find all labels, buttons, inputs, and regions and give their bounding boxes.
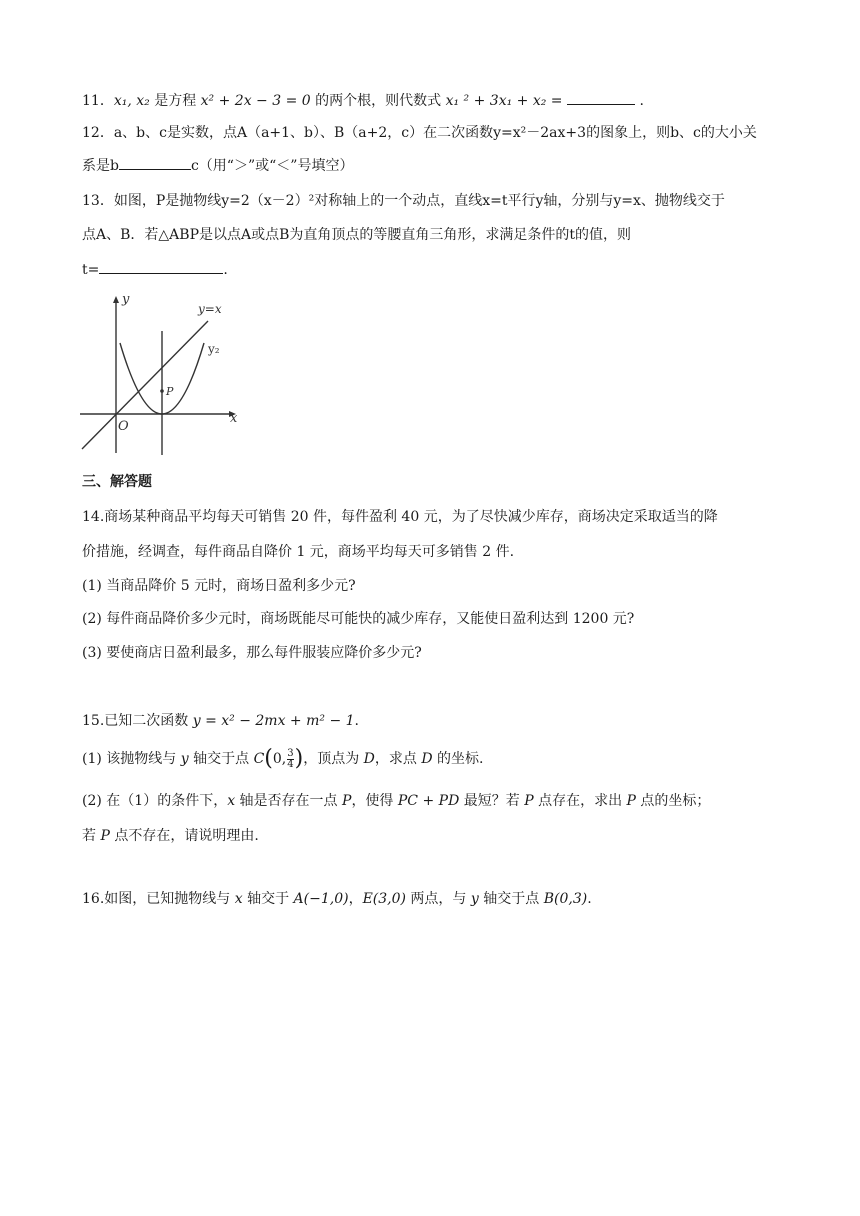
parabola-graph xyxy=(80,287,250,457)
question-14-line-1: 14.商场某种商品平均每天可销售 20 件，每件盈利 40 元，为了尽快减少库存，商场决定采取适当的降 xyxy=(82,509,718,525)
q15-p1-C: C xyxy=(253,751,265,767)
q15-p2-b: 轴是否存在一点 xyxy=(235,793,343,809)
q15-p1-D: D xyxy=(363,751,375,767)
label-p: P xyxy=(166,385,174,398)
label-line: y=x xyxy=(198,302,222,316)
point-p xyxy=(160,389,164,393)
q16-A: A(−1,0) xyxy=(293,891,349,907)
q16-y: y xyxy=(470,891,479,907)
q15-zero: 0, xyxy=(272,751,287,767)
q16-e: 轴交于点 xyxy=(478,891,544,907)
q15-intro-b: . xyxy=(354,713,359,729)
q12-answer-blank[interactable] xyxy=(119,155,191,170)
q15-p2-f: 点的坐标； xyxy=(635,793,711,809)
label-curve: y₂ xyxy=(208,342,220,356)
question-14-part-1: (1) 当商品降价 5 元时，商场日盈利多少元? xyxy=(82,578,356,594)
q15-p2-line2-a: 若 xyxy=(82,828,101,844)
q15-p1-y: y xyxy=(180,751,189,767)
q16-E: E(3,0) xyxy=(362,891,406,907)
q15-p2-e: 点存在，求出 xyxy=(533,793,627,809)
q16-d: 两点，与 xyxy=(405,891,471,907)
q15-frac-den: 4 xyxy=(287,758,294,770)
question-14-line-2: 价措施，经调查，每件商品自降价 1 元，商场平均每天可多销售 2 件. xyxy=(82,544,515,560)
label-x: x xyxy=(230,411,238,426)
q15-p2-expr: PC + PD xyxy=(397,793,460,809)
q11-expr-rest: ² + 3x₁ + x₂ = xyxy=(459,93,567,109)
q11-text-b: 的两个根，则代数式 xyxy=(310,93,446,109)
question-15-part-2-line-2 xyxy=(82,826,259,846)
q16-b: 轴交于 xyxy=(242,891,294,907)
q15-p2-P2: P xyxy=(524,793,534,809)
q16-f: . xyxy=(587,891,592,907)
q11-end: . xyxy=(635,93,644,109)
q11-expr-x1: x₁ xyxy=(445,93,460,109)
q16-a: 16.如图，已知抛物线与 xyxy=(82,891,235,907)
q16-x: x xyxy=(234,891,243,907)
q15-p2-d: 最短？若 xyxy=(459,793,525,809)
question-15-part-1 xyxy=(82,744,483,774)
q15-p1-e: 的坐标. xyxy=(432,751,484,767)
q15-paren-open: ( xyxy=(264,746,273,771)
q12-line2-b: c（用“＞”或“＜”号填空） xyxy=(190,158,354,174)
q16-c: ， xyxy=(348,891,363,907)
q12-line2-a: 系是b xyxy=(82,158,119,174)
question-13-line-1: 13．如图，P是抛物线y=2（x－2）²对称轴上的一个动点，直线x=t平行y轴，分别与y=x、抛物线交于 xyxy=(82,193,725,209)
label-origin: O xyxy=(118,419,129,434)
question-16 xyxy=(82,889,592,909)
q15-intro-a: 15.已知二次函数 xyxy=(82,713,193,729)
q15-p2-P: P xyxy=(342,793,352,809)
question-15-part-2 xyxy=(82,791,710,811)
q13-answer-blank[interactable] xyxy=(99,259,223,274)
q15-p1-d: ，求点 xyxy=(374,751,422,767)
q11-vars: x₁, x₂ xyxy=(113,93,150,109)
q15-p2-x: x xyxy=(227,793,236,809)
q15-p2-P3: P xyxy=(626,793,636,809)
q15-paren-close: ) xyxy=(294,746,304,771)
y-axis-arrow xyxy=(113,296,119,303)
q15-fraction xyxy=(287,749,293,770)
q15-p2-line2-P: P xyxy=(100,828,110,844)
q15-frac-num: 3 xyxy=(287,747,294,759)
question-13-line-2: 点A、B．若△ABP是以点A或点B为直角顶点的等腰直角三角形，求满足条件的t的值，则 xyxy=(82,227,632,243)
q11-text-a: 是方程 xyxy=(149,93,201,109)
section-title: 三、解答题 xyxy=(82,474,152,490)
q15-p1-D2: D xyxy=(421,751,433,767)
q15-p2-line2-b: 点不存在，请说明理由. xyxy=(109,828,259,844)
q11-number: 11． xyxy=(82,93,114,109)
q16-B: B(0,3) xyxy=(543,891,588,907)
q15-intro-eq: y = x² − 2mx + m² − 1 xyxy=(192,713,355,729)
q15-p1-a: (1) 该抛物线与 xyxy=(82,751,181,767)
q15-p2-a: (2) 在（1）的条件下， xyxy=(82,793,228,809)
q11-equation: x² + 2x − 3 = 0 xyxy=(200,93,311,109)
question-11 xyxy=(82,90,644,111)
q15-p1-b: 轴交于点 xyxy=(188,751,254,767)
q15-p2-c: ，使得 xyxy=(351,793,398,809)
q15-p1-c: ，顶点为 xyxy=(303,751,364,767)
question-12-line-2 xyxy=(82,155,353,176)
question-15-intro xyxy=(82,711,359,731)
question-14-part-2: (2) 每件商品降价多少元时，商场既能尽可能快的减少库存，又能使日盈利达到 1200 元? xyxy=(82,611,635,627)
question-12-line-1: 12．a、b、c是实数，点A（a+1、b）、B（a+2，c）在二次函数y=x²－2ax+3的图象上，则b、c的大小关 xyxy=(82,125,757,141)
question-14-part-3: (3) 要使商店日盈利最多，那么每件服装应降价多少元? xyxy=(82,645,422,661)
q13-line3-b: . xyxy=(223,262,228,278)
q11-answer-blank[interactable] xyxy=(567,90,635,105)
label-y: y xyxy=(122,292,130,307)
question-13-line-3 xyxy=(82,259,228,280)
q13-line3-a: t= xyxy=(82,262,100,278)
